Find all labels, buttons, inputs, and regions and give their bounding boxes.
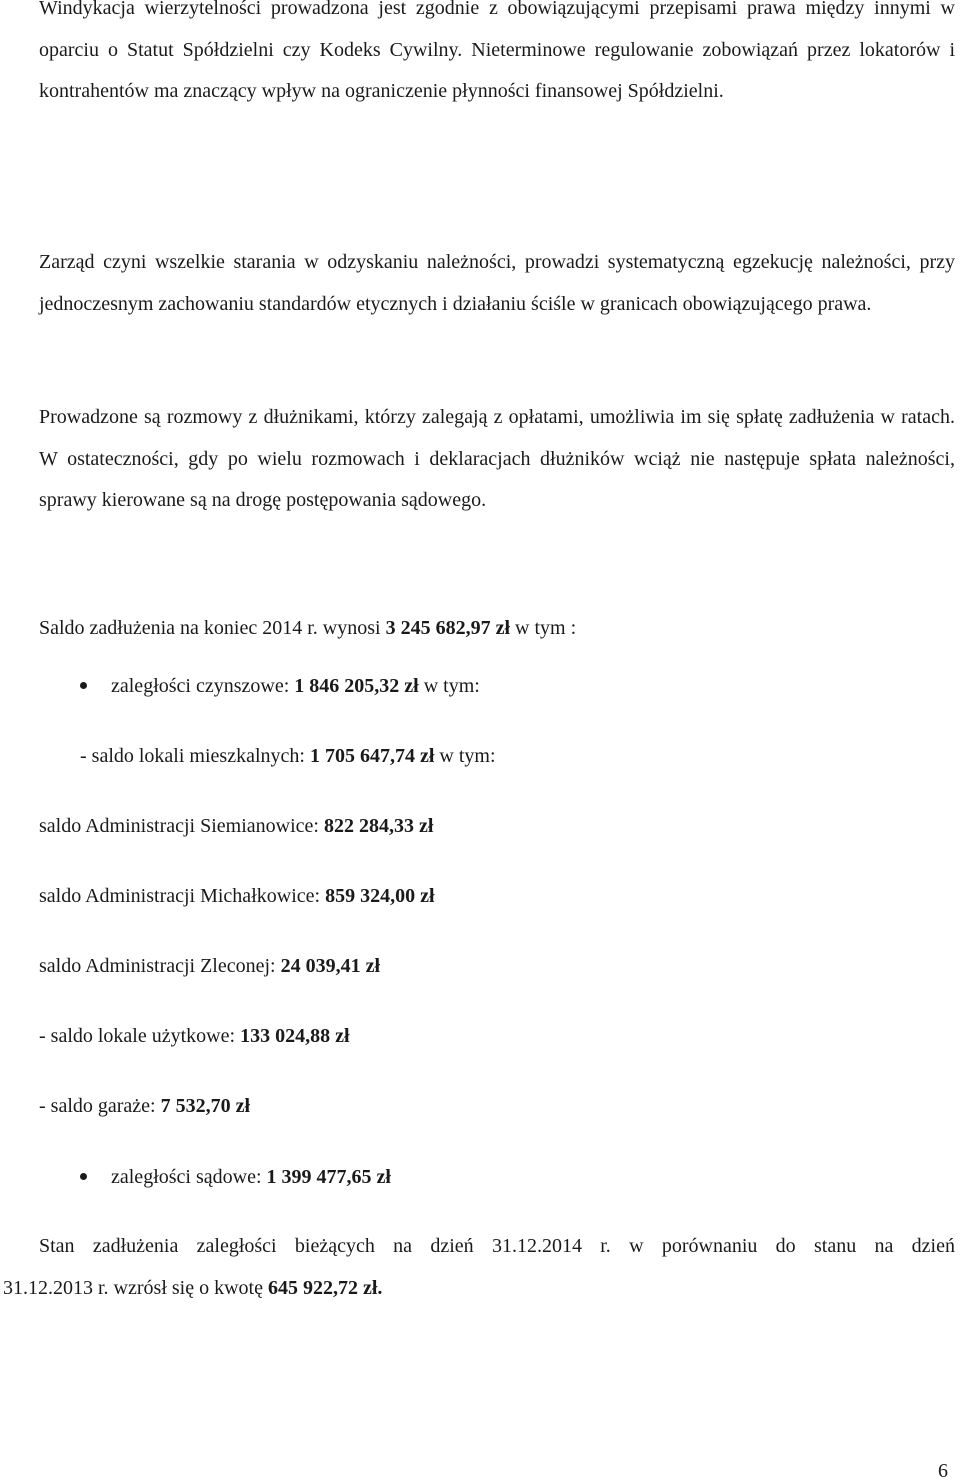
rent-arrears-line	[111, 674, 480, 698]
court-arrears-amount: 1 399 477,65 zł	[266, 1166, 391, 1188]
commercial-amount: 133 024,88 zł	[240, 1025, 350, 1047]
commercial-balance-line	[39, 1024, 350, 1048]
rent-arrears-label: zaległości czynszowe:	[111, 675, 295, 697]
summary-increase-amount: 645 922,72 zł.	[267, 1277, 383, 1299]
rent-arrears-amount: 1 846 205,32 zł	[294, 675, 419, 697]
rent-arrears-suffix: w tym:	[418, 675, 480, 697]
garages-balance-line	[39, 1094, 250, 1118]
court-arrears-label: zaległości sądowe:	[111, 1166, 267, 1188]
residential-suffix: w tym:	[434, 745, 496, 767]
zleconej-amount: 24 039,41 zł	[280, 955, 381, 977]
siemianowice-amount: 822 284,33 zł	[323, 815, 434, 837]
balance-suffix: w tym :	[510, 617, 577, 639]
residential-amount: 1 705 647,74 zł	[309, 745, 435, 767]
paragraph-board-efforts: Zarząd czyni wszelkie starania w odzyskaniu należności, prowadzi systematyczną egzekucję należności, przy jednoczesnym zachowaniu standardów etycznych i działaniu ściśle w granicach obowiązującego prawa.	[39, 251, 955, 315]
michalkowice-label: saldo Administracji Michałkowice:	[39, 885, 326, 907]
commercial-label: - saldo lokale użytkowe:	[39, 1025, 241, 1047]
zleconej-label: saldo Administracji Zleconej:	[39, 955, 281, 977]
bullet-dot-rent	[80, 682, 87, 689]
balance-amount: 3 245 682,97 zł	[385, 617, 511, 639]
michalkowice-amount: 859 324,00 zł	[325, 885, 435, 907]
zleconej-balance-line	[39, 954, 380, 978]
summary-line-2	[3, 1276, 382, 1300]
court-arrears-line	[111, 1165, 391, 1189]
residential-label: - saldo lokali mieszkalnych:	[80, 745, 310, 767]
page-number: 6	[938, 1460, 948, 1482]
garages-amount: 7 532,70 zł	[160, 1095, 251, 1117]
balance-total-line	[39, 616, 576, 640]
siemianowice-balance-line	[39, 814, 433, 838]
garages-label: - saldo garaże:	[39, 1095, 161, 1117]
balance-prefix: Saldo zadłużenia na koniec 2014 r. wynosi	[39, 617, 386, 639]
bullet-dot-court	[80, 1173, 87, 1180]
paragraph-debtor-talks: Prowadzone są rozmowy z dłużnikami, którzy zalegają z opłatami, umożliwia im się spłatę zadłużenia w ratach. W ostateczności, gdy po wielu rozmowach i deklaracjach dłużników wciąż nie następuje spłata należności, sprawy kierowane są na drogę postępowania sądowego.	[39, 406, 955, 511]
michalkowice-balance-line	[39, 884, 435, 908]
paragraph-debt-collection: Windykacja wierzytelności prowadzona jest zgodnie z obowiązującymi przepisami prawa między innymi w oparciu o Statut Spółdzielni czy Kodeks Cywilny. Nieterminowe regulowanie zobowiązań przez lokatorów i kontrahentów ma znaczący wpływ na ograniczenie płynności finansowej Spółdzielni.	[39, 0, 955, 102]
siemianowice-label: saldo Administracji Siemianowice:	[39, 815, 324, 837]
residential-balance-line	[80, 744, 496, 768]
summary-line-1: Stan zadłużenia zaległości bieżących na dzień 31.12.2014 r. w porównaniu do stanu na dzień	[39, 1235, 955, 1257]
summary-increase-text: 31.12.2013 r. wzrósł się o kwotę	[3, 1277, 268, 1299]
